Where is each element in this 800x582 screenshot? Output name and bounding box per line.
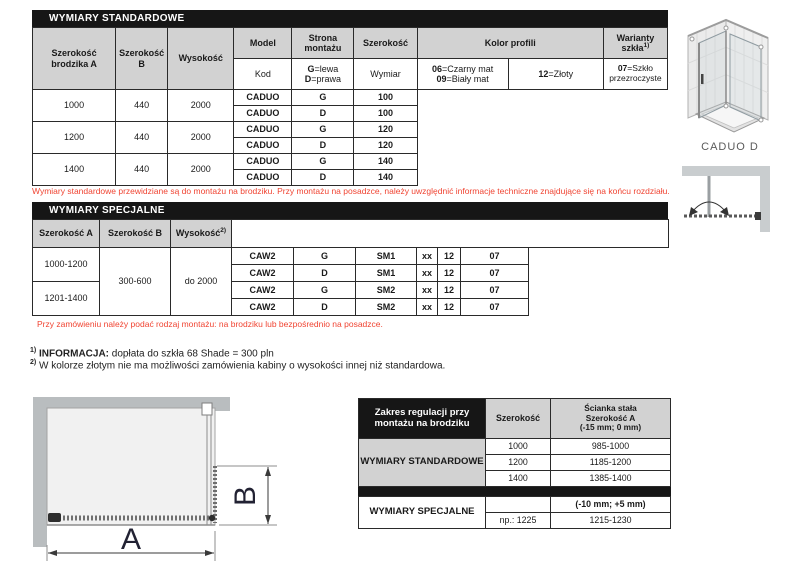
cell-xx: xx	[417, 282, 438, 299]
cell-side: G	[294, 282, 356, 299]
cell-width: 1000	[486, 439, 551, 455]
cell-spec-range: (-10 mm; +5 mm)	[551, 497, 671, 513]
cell-h: 2000	[168, 122, 234, 154]
cell-model: CAW2	[232, 248, 294, 265]
subheader-wymiar: Wymiar	[354, 59, 417, 90]
cell-width: 140	[354, 154, 417, 170]
cell-side: D	[292, 170, 354, 186]
special-dimensions-title: WYMIARY SPECJALNE	[32, 202, 668, 219]
enclosure-3d-illustration	[682, 10, 782, 142]
cell-model: CADUO	[234, 154, 292, 170]
cell-side: D	[292, 138, 354, 154]
adjustment-range-section	[358, 398, 670, 529]
cell-width: 1400	[486, 471, 551, 487]
cell-profile: 12	[438, 282, 461, 299]
cell-range: 1215-1230	[551, 513, 671, 529]
separator-row	[359, 487, 671, 497]
cell-glass: 07	[461, 265, 529, 282]
cell-side: G	[292, 122, 354, 138]
cell-b: 440	[116, 122, 168, 154]
cell-a: 1400	[33, 154, 116, 186]
cell-xx: xx	[417, 248, 438, 265]
table-row	[359, 497, 671, 513]
special-note: Przy zamówieniu należy podać rodzaj montażu: na brodziku lub bezpośrednio na posadzce.	[37, 319, 383, 329]
special-dimensions-section	[32, 202, 668, 316]
cell-a-range: 1000-1200	[33, 248, 100, 282]
right-wall	[760, 166, 770, 232]
standard-note: Wymiary standardowe przewidziane są do montażu na brodziku. Przy montażu na posadzce, należy uwzględnić informacje techniczne znajdujące się na końcu rozdziału.	[32, 186, 670, 196]
cell-width: 140	[354, 170, 417, 186]
cell-width: 120	[354, 122, 417, 138]
col-header-model: Model	[234, 28, 292, 59]
cell-sm: SM1	[356, 265, 417, 282]
cell-h-range: do 2000	[171, 248, 232, 316]
cell-a-range: 1201-1400	[33, 282, 100, 316]
cell-width: np.: 1225	[486, 513, 551, 529]
cell-model: CADUO	[234, 138, 292, 154]
cell-sm: SM2	[356, 282, 417, 299]
door-handle	[48, 513, 61, 522]
subheader-strona: G=lewa D=prawa	[292, 59, 354, 90]
col-header-szerokosc: Szerokość	[354, 28, 417, 59]
cell-h: 2000	[168, 154, 234, 186]
model-caption: CADUO D	[701, 141, 759, 153]
subheader-kolor-12: 12=Złoty	[508, 59, 603, 90]
cell-width: 100	[354, 90, 417, 106]
cell-b: 440	[116, 90, 168, 122]
cell-empty	[486, 497, 551, 513]
col-header-kolor-profili: Kolor profili	[417, 28, 603, 59]
cell-h: 2000	[168, 90, 234, 122]
special-group-label: WYMIARY SPECJALNE	[359, 497, 486, 529]
cell-b: 440	[116, 154, 168, 186]
cell-model: CAW2	[232, 299, 294, 316]
subheader-kolor-0609: 06=Czarny mat 09=Biały mat	[417, 59, 508, 90]
plan-view-diagram	[676, 160, 776, 240]
cell-xx: xx	[417, 299, 438, 316]
cell-side: D	[294, 265, 356, 282]
cell-glass: 07	[461, 299, 529, 316]
fixed-glass-panel	[730, 34, 761, 121]
col-header-strona-montazu: Strona montażu	[292, 28, 354, 59]
wall-profile	[755, 212, 761, 220]
cell-side: G	[294, 248, 356, 265]
empty-region	[529, 248, 669, 316]
table-row	[359, 439, 671, 455]
adjustment-title-cell: Zakres regulacji przy montażu na brodziku	[359, 399, 486, 439]
dimension-diagram	[25, 390, 295, 575]
cell-range: 1385-1400	[551, 471, 671, 487]
top-wall	[682, 166, 770, 176]
standard-group-label: WYMIARY STANDARDOWE	[359, 439, 486, 487]
dimension-a-label: A	[120, 523, 142, 556]
footnote-1: $^{1)}$ INFORMACJA: dopłata do szkła 68 Shade = 300 pln	[30, 347, 274, 360]
cell-model: CADUO	[234, 170, 292, 186]
standard-dimensions-title: WYMIARY STANDARDOWE	[32, 10, 668, 27]
col-header-szerokosc-b: Szerokość B	[100, 220, 171, 248]
cell-model: CAW2	[232, 282, 294, 299]
cell-sm: SM1	[356, 248, 417, 265]
cell-range: 1185-1200	[551, 455, 671, 471]
dimension-b-label: B	[229, 485, 262, 507]
subheader-kod: Kod	[234, 59, 292, 90]
cell-profile: 12	[438, 265, 461, 282]
cell-model: CAW2	[232, 265, 294, 282]
left-wall	[33, 397, 47, 547]
shower-tray	[47, 408, 215, 525]
col-header-szerokosc-brodzika-a: Szerokość brodzika A	[33, 28, 116, 90]
cell-width: 120	[354, 138, 417, 154]
special-dimensions-table	[32, 219, 669, 316]
standard-dimensions-table	[32, 27, 668, 186]
cell-range: 985-1000	[551, 439, 671, 455]
cell-model: CADUO	[234, 122, 292, 138]
cell-b-range: 300-600	[100, 248, 171, 316]
door-handle	[701, 74, 704, 84]
cell-glass: 07	[461, 248, 529, 265]
col-header-wysokosc: Wysokość	[168, 28, 234, 90]
cell-a: 1000	[33, 90, 116, 122]
col-header-szerokosc: Szerokość	[486, 399, 551, 439]
table-row	[33, 90, 668, 106]
empty-region	[417, 90, 667, 186]
cell-profile: 12	[438, 299, 461, 316]
cell-width: 100	[354, 106, 417, 122]
col-header-szerokosc-a: Szerokość A	[33, 220, 100, 248]
cell-model: CADUO	[234, 90, 292, 106]
adjustment-range-table	[358, 398, 671, 529]
standard-dimensions-section	[32, 10, 668, 186]
table-row	[33, 248, 669, 265]
cell-sm: SM2	[356, 299, 417, 316]
col-header-wysokosc: Wysokość$^{2)}$	[171, 220, 232, 248]
col-header-scianka-stala: Ścianka stała Szerokość A (-15 mm; 0 mm)	[551, 399, 671, 439]
wall-profile	[202, 403, 212, 415]
cell-glass: 07	[461, 282, 529, 299]
cell-side: G	[292, 154, 354, 170]
cell-side: G	[292, 90, 354, 106]
col-header-warianty-szkla: Warianty szkła$^{1)}$	[603, 28, 667, 59]
cell-a: 1200	[33, 122, 116, 154]
cell-profile: 12	[438, 248, 461, 265]
footnote-2: $^{2)}$ W kolorze złotym nie ma możliwości zamówienia kabiny o wysokości innej niż standardowa.	[30, 359, 446, 372]
cell-model: CADUO	[234, 106, 292, 122]
cell-width: 1200	[486, 455, 551, 471]
col-header-szerokosc-b: Szerokość B	[116, 28, 168, 90]
cell-side: D	[292, 106, 354, 122]
header-empty-region	[232, 220, 669, 248]
cell-side: D	[294, 299, 356, 316]
subheader-szklo-07: 07=Szkło przezroczyste	[603, 59, 667, 90]
cell-xx: xx	[417, 265, 438, 282]
